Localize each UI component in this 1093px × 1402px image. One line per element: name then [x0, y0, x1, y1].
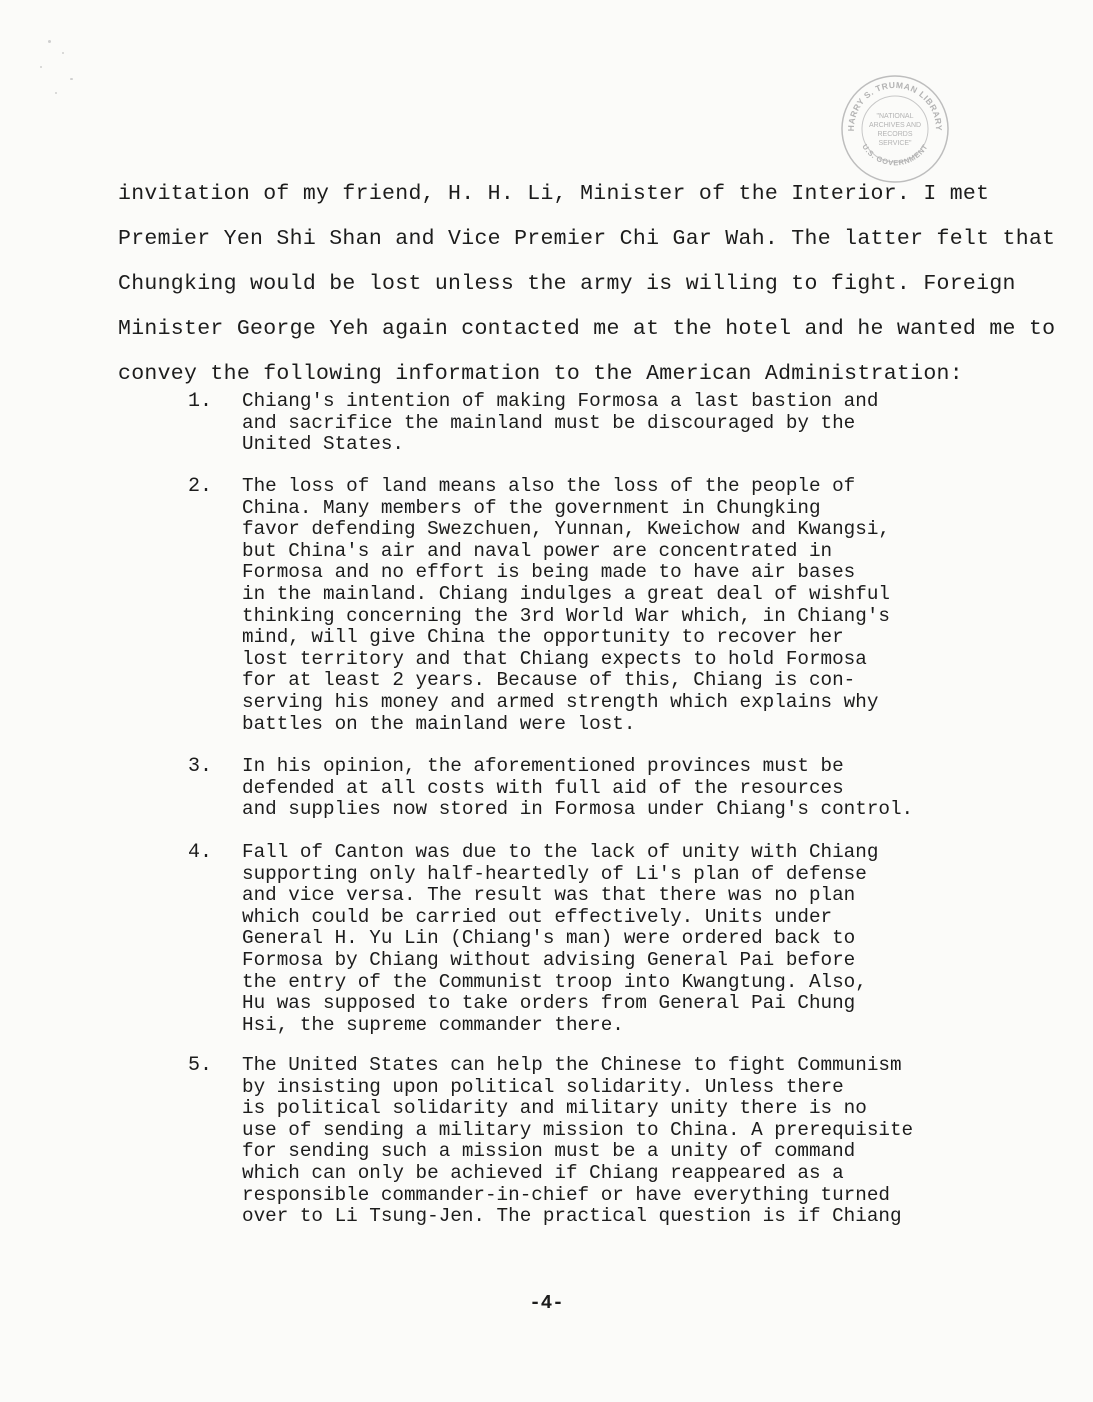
item-line: and sacrifice the mainland must be discouraged by the	[242, 411, 856, 434]
item-line: battles on the mainland were lost.	[242, 712, 636, 735]
item-line: Chiang's intention of making Formosa a last bastion and	[242, 390, 879, 412]
item-line: use of sending a military mission to China. A prerequisite	[242, 1118, 914, 1141]
item-text	[242, 756, 1022, 821]
stamp-ring-text: HARRY S. TRUMAN LIBRARY	[845, 79, 945, 132]
item-line: Formosa by Chiang without advising General Pai before	[242, 948, 856, 971]
item-line: which can only be achieved if Chiang reappeared as a	[242, 1161, 844, 1184]
item-line: which could be carried out effectively. Units under	[242, 905, 833, 928]
intro-line: convey the following information to the American Administration:	[118, 362, 963, 386]
item-line: by insisting upon political solidarity. Unless there	[242, 1075, 844, 1098]
item-line: over to Li Tsung-Jen. The practical question is if Chiang	[242, 1205, 902, 1228]
item-line: and vice versa. The result was that there was no plan	[242, 884, 856, 907]
item-text	[242, 1055, 1022, 1228]
item-text	[242, 476, 1022, 735]
item-text	[242, 391, 1022, 456]
intro-line: Premier Yen Shi Shan and Vice Premier Chi Gar Wah. The latter felt that	[118, 227, 1056, 251]
item-line: in the mainland. Chiang indulges a great deal of wishful	[242, 582, 890, 605]
item-line: for sending such a mission must be a unity of command	[242, 1140, 856, 1163]
item-line: General H. Yu Lin (Chiang's man) were ordered back to	[242, 927, 856, 950]
item-line: defended at all costs with full aid of the resources	[242, 776, 844, 799]
item-line: United States.	[242, 433, 404, 456]
item-line: supporting only half-heartedly of Li's plan of defense	[242, 862, 867, 885]
intro-line: invitation of my friend, H. H. Li, Minister of the Interior. I met	[118, 182, 990, 206]
paper-speck	[48, 40, 51, 43]
item-line: mind, will give China the opportunity to recover her	[242, 626, 844, 649]
stamp-line: RECORDS	[877, 131, 913, 138]
intro-line: Minister George Yeh again contacted me at the hotel and he wanted me to	[118, 317, 1056, 341]
stamp-line: SERVICE"	[878, 140, 912, 147]
item-line: The loss of land means also the loss of the people of	[242, 475, 856, 497]
item-line: for at least 2 years. Because of this, Chiang is con-	[242, 669, 856, 692]
page-number: -4-	[529, 1292, 564, 1314]
paper-speck	[55, 92, 57, 94]
paper-speck	[70, 78, 73, 80]
item-number: 2.	[188, 475, 213, 498]
item-line: the entry of the Communist troop into Kwangtung. Also,	[242, 970, 867, 993]
item-line: In his opinion, the aforementioned provinces must be	[242, 755, 844, 777]
item-line: and supplies now stored in Formosa under Chiang's control.	[242, 798, 914, 821]
item-number: 5.	[188, 1054, 213, 1077]
intro-line: Chungking would be lost unless the army is willing to fight. Foreign	[118, 272, 1016, 296]
item-line: but China's air and naval power are concentrated in	[242, 539, 833, 562]
item-line: responsible commander-in-chief or have everything turned	[242, 1183, 890, 1206]
item-line: favor defending Swezchuen, Yunnan, Kweichow and Kwangsi,	[242, 518, 890, 541]
paper-speck	[40, 66, 42, 68]
intro-paragraph	[118, 172, 1058, 397]
item-line: thinking concerning the 3rd World War which, in Chiang's	[242, 604, 890, 627]
item-line: serving his money and armed strength which explains why	[242, 690, 879, 713]
stamp-ring-bottom-text: U.S. GOVERNMENT	[860, 142, 930, 168]
item-line: is political solidarity and military unity there is no	[242, 1097, 867, 1120]
stamp-line: "NATIONAL	[876, 113, 914, 120]
item-line: The United States can help the Chinese to fight Communism	[242, 1054, 902, 1076]
item-line: China. Many members of the government in Chungking	[242, 496, 821, 519]
paper-speck	[62, 52, 64, 54]
item-line: Hu was supposed to take orders from General Pai Chung	[242, 992, 856, 1015]
stamp-line: ARCHIVES AND	[868, 122, 922, 129]
item-number: 4.	[188, 841, 213, 864]
item-line: Formosa and no effort is being made to have air bases	[242, 561, 856, 584]
item-number: 1.	[188, 390, 213, 413]
item-line: Hsi, the supreme commander there.	[242, 1013, 624, 1036]
item-line: lost territory and that Chiang expects to hold Formosa	[242, 647, 867, 670]
archives-stamp	[840, 74, 950, 184]
item-line: Fall of Canton was due to the lack of unity with Chiang	[242, 841, 879, 863]
item-number: 3.	[188, 755, 213, 778]
item-text	[242, 842, 1022, 1036]
